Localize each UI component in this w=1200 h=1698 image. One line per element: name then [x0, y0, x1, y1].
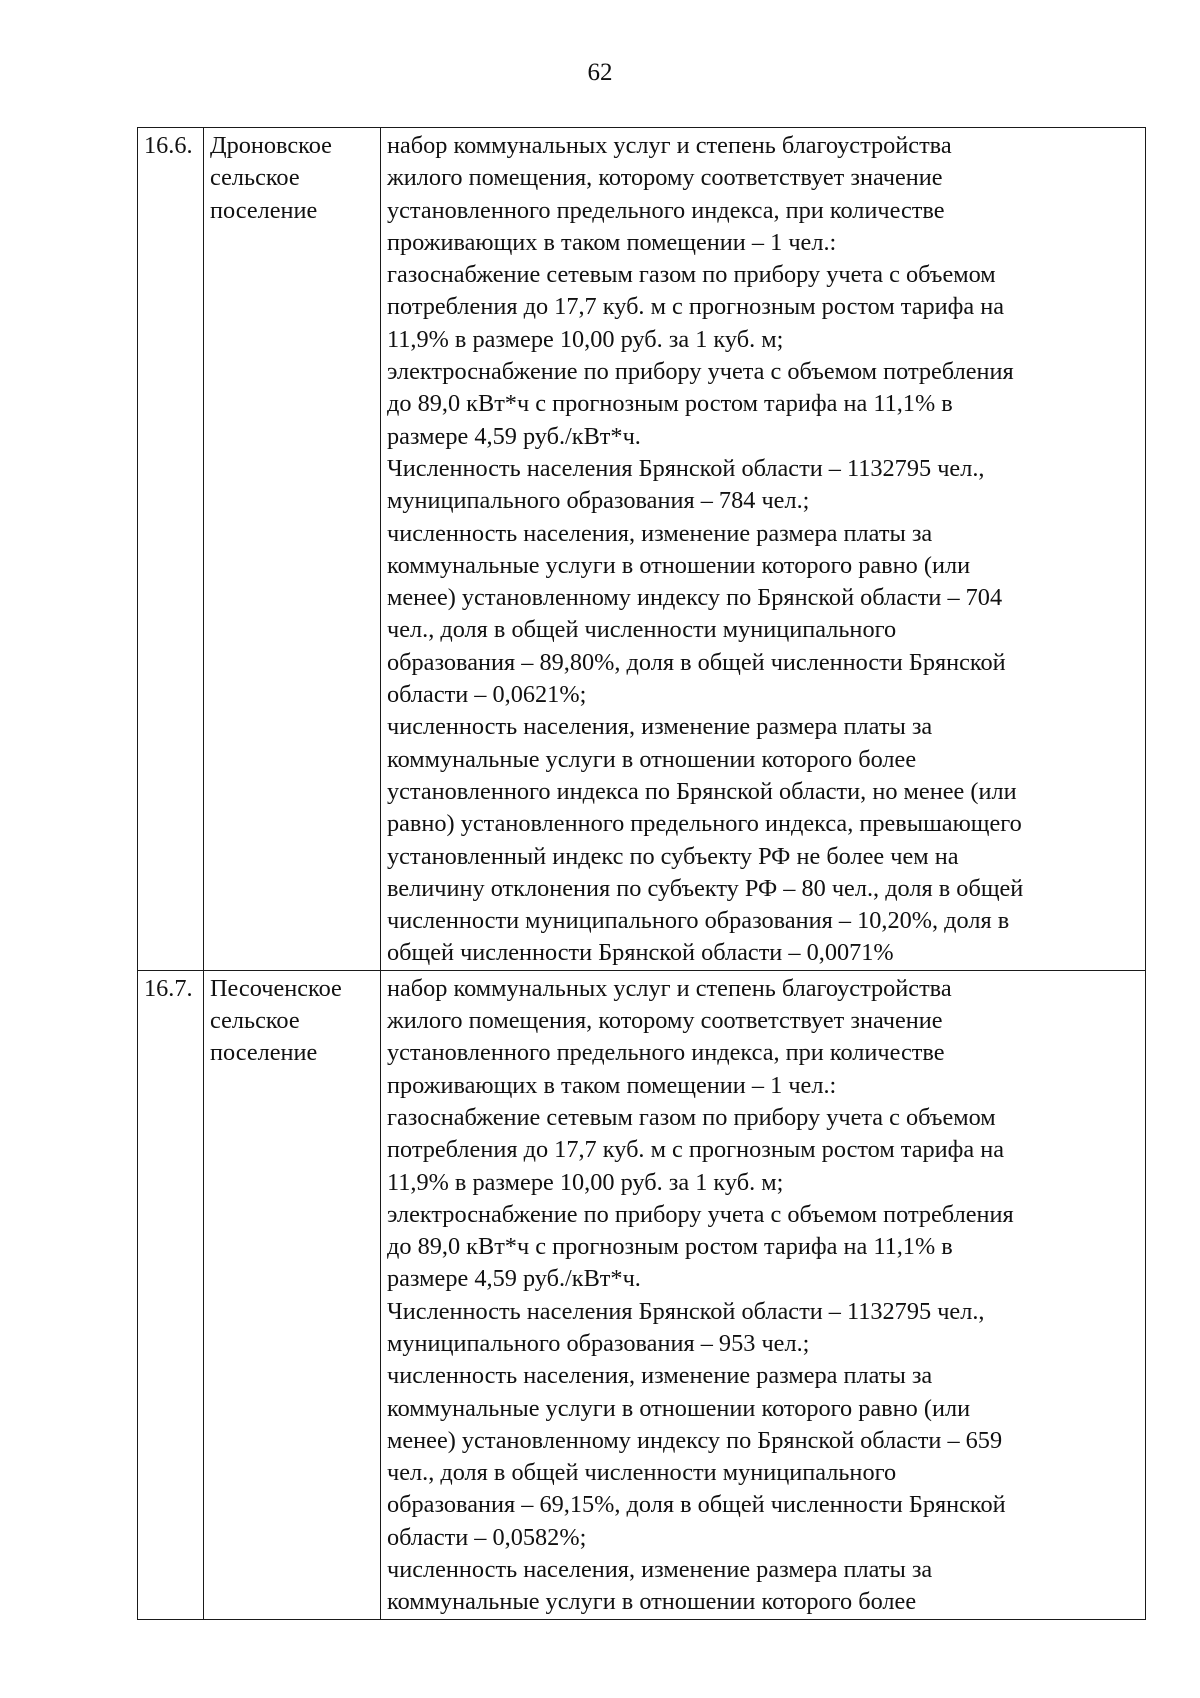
table-row — [138, 970, 1146, 1619]
description-line: электроснабжение по прибору учета с объемом потребления — [387, 1200, 1014, 1228]
description-line: равно) установленного предельного индекса, превышающего — [387, 810, 1022, 838]
description-line: области – 0,0621%; — [387, 681, 587, 709]
description-line: 11,9% в размере 10,00 руб. за 1 куб. м; — [387, 1168, 784, 1196]
description-line: общей численности Брянской области – 0,0071% — [387, 939, 894, 967]
description-line: проживающих в таком помещении – 1 чел.: — [387, 228, 837, 256]
description-line: Численность населения Брянской области – 1132795 чел., — [387, 1297, 985, 1325]
description-line: величину отклонения по субъекту РФ – 80 чел., доля в общей — [387, 874, 1024, 902]
description-line: численности муниципального образования – 10,20%, доля в — [387, 907, 1010, 935]
description-line: численность населения, изменение размера платы за — [387, 1556, 933, 1584]
description-line: коммунальные услуги в отношении которого равно (или — [387, 1394, 971, 1422]
description-line: области – 0,0582%; — [387, 1523, 587, 1551]
description-line: газоснабжение сетевым газом по прибору учета с объемом — [387, 1103, 996, 1131]
description-line: коммунальные услуги в отношении которого более — [387, 1588, 917, 1616]
description-line: Численность населения Брянской области – 1132795 чел., — [387, 454, 985, 482]
document-table — [137, 127, 1146, 1620]
description-line: муниципального образования – 953 чел.; — [387, 1329, 810, 1357]
description-line: чел., доля в общей численности муниципального — [387, 1459, 897, 1487]
description-line: образования – 69,15%, доля в общей численности Брянской — [387, 1491, 1006, 1519]
row-number-cell — [138, 970, 204, 1619]
description-line: численность населения, изменение размера платы за — [387, 519, 933, 547]
page-number: 62 — [587, 59, 613, 86]
description-line: жилого помещения, которому соответствует значение — [387, 164, 943, 192]
description-line: потребления до 17,7 куб. м с прогнозным ростом тарифа на — [387, 1136, 1005, 1164]
description-line: проживающих в таком помещении – 1 чел.: — [387, 1071, 837, 1099]
description-line: численность населения, изменение размера платы за — [387, 713, 933, 741]
settlement-name-cell — [204, 128, 381, 971]
description-line: установленный индекс по субъекту РФ не более чем на — [387, 842, 959, 870]
description-line: газоснабжение сетевым газом по прибору учета с объемом — [387, 261, 996, 289]
description-line: установленного предельного индекса, при количестве — [387, 196, 945, 224]
description-line: чел., доля в общей численности муниципального — [387, 616, 897, 644]
settlement-name-line: Дроновское — [210, 132, 332, 159]
description-line: электроснабжение по прибору учета с объемом потребления — [387, 358, 1014, 386]
table-row — [138, 128, 1146, 971]
description-line: размере 4,59 руб./кВт*ч. — [387, 1265, 641, 1293]
description-line: менее) установленному индексу по Брянской области – 704 — [387, 584, 1003, 612]
settlement-name-line: поселение — [210, 196, 318, 224]
description-line: муниципального образования – 784 чел.; — [387, 487, 810, 515]
description-line: потребления до 17,7 куб. м с прогнозным ростом тарифа на — [387, 293, 1005, 321]
row-number: 16.7. — [144, 974, 193, 1002]
description-line: набор коммунальных услуг и степень благоустройства — [387, 132, 952, 159]
settlement-name-line: сельское — [210, 164, 300, 192]
row-number-cell — [138, 128, 204, 971]
description-line: коммунальные услуги в отношении которого более — [387, 745, 917, 773]
settlement-name-line: сельское — [210, 1007, 300, 1035]
description-line: менее) установленному индексу по Брянской области – 659 — [387, 1426, 1003, 1454]
description-cell — [381, 128, 1146, 971]
description-line: жилого помещения, которому соответствует значение — [387, 1007, 943, 1035]
description-line: коммунальные услуги в отношении которого равно (или — [387, 551, 971, 579]
settlement-name-line: Песоченское — [210, 974, 342, 1002]
table-body — [138, 128, 1146, 1620]
row-number: 16.6. — [144, 132, 193, 159]
description-line: установленного индекса по Брянской области, но менее (или — [387, 777, 1017, 805]
settlement-name-cell — [204, 970, 381, 1619]
settlement-name-line: поселение — [210, 1039, 318, 1067]
description-line: установленного предельного индекса, при количестве — [387, 1039, 945, 1067]
description-line: 11,9% в размере 10,00 руб. за 1 куб. м; — [387, 325, 784, 353]
description-line: численность населения, изменение размера платы за — [387, 1362, 933, 1390]
description-line: набор коммунальных услуг и степень благоустройства — [387, 974, 952, 1002]
description-line: до 89,0 кВт*ч с прогнозным ростом тарифа на 11,1% в — [387, 390, 953, 418]
description-line: размере 4,59 руб./кВт*ч. — [387, 422, 641, 450]
description-cell — [381, 970, 1146, 1619]
description-line: образования – 89,80%, доля в общей численности Брянской — [387, 648, 1006, 676]
description-line: до 89,0 кВт*ч с прогнозным ростом тарифа на 11,1% в — [387, 1233, 953, 1261]
